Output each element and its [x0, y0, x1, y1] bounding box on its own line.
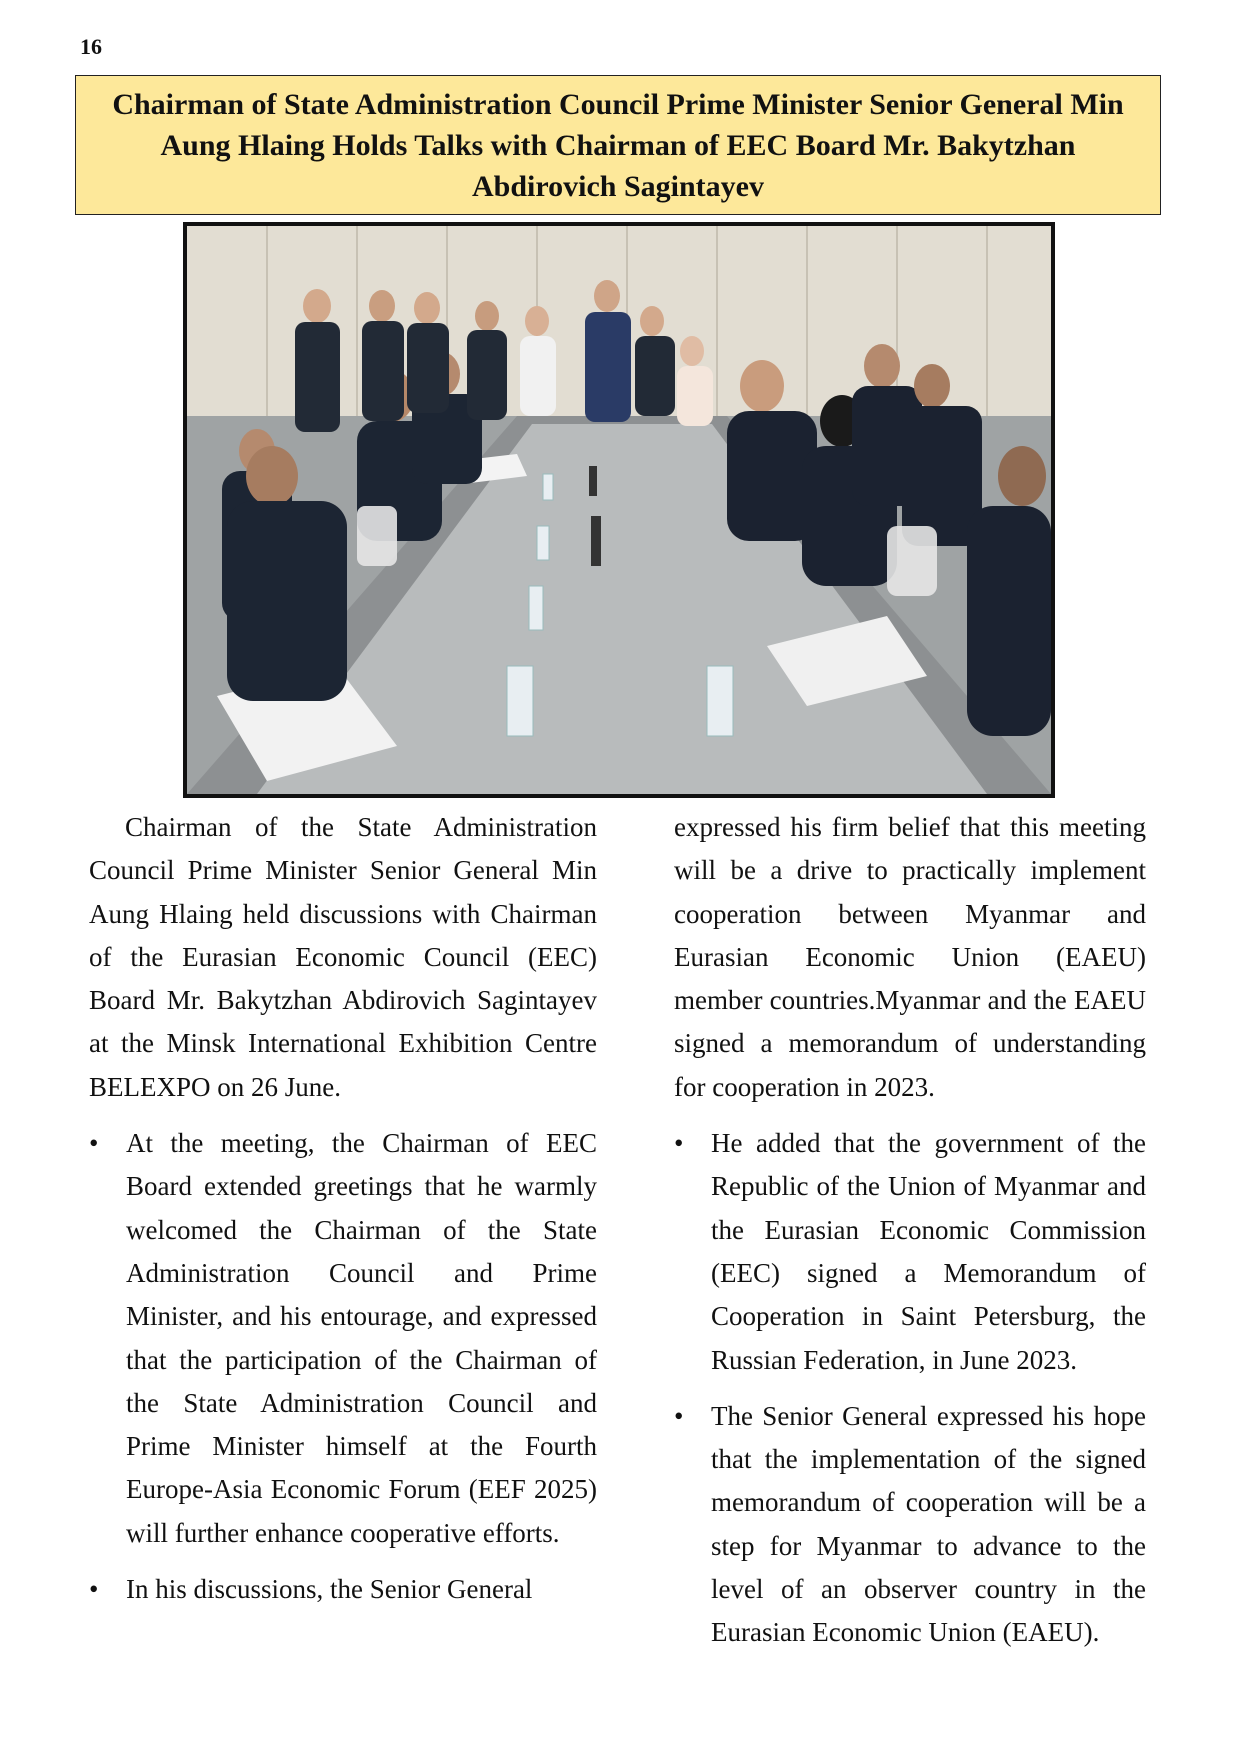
- right-bullet-list: [674, 1122, 1146, 1655]
- meeting-photo: [183, 222, 1055, 798]
- page-number: 16: [80, 34, 102, 59]
- intro-paragraph: Chairman of the State Administration Council Prime Minister Senior General Min Aung Hlaing held discussions with Chairman of the Eurasian Economic Council (EEC) Board Mr. Bakytzhan Abdirovich Sagintayev at the Minsk International Exhibition Centre BELEXPO on 26 June.: [89, 812, 597, 1102]
- bullet-item: • At the meeting, the Chairman of EEC Board extended greetings that he warmly welcomed the Chairman of the State Administration Council and Prime Minister, and his entourage, and expressed that the participation of the Chairman of the State Administration Council and Prime Minister himself at the Fourth Europe-Asia Economic Forum (EEF 2025) will further enhance cooperative efforts.: [89, 1122, 597, 1555]
- bullet-item: • The Senior General expressed his hope that the implementation of the signed memorandum of cooperation will be a step for Myanmar to advance to the level of an observer country in the Eurasian Economic Union (EAEU).: [674, 1395, 1146, 1655]
- left-column: [89, 806, 597, 1611]
- bullet-item: • He added that the government of the Republic of the Union of Myanmar and the Eurasian Economic Commission (EEC) signed a Memorandum of Cooperation in Saint Petersburg, the Russian Federation, in June 2023.: [674, 1122, 1146, 1382]
- bullet-item: • In his discussions, the Senior General: [89, 1568, 597, 1611]
- right-column: [674, 806, 1146, 1655]
- meeting-photo-illustration: [187, 226, 1051, 794]
- continuation-paragraph: expressed his firm belief that this meeting will be a drive to practically implement cooperation between Myanmar and Eurasian Economic Union (EAEU) member countries.Myanmar and the EAEU signed a memorandum of understanding for cooperation in 2023.: [674, 812, 1146, 1102]
- title-box: [75, 75, 1161, 215]
- article-title: Chairman of State Administration Council Prime Minister Senior General Min Aung Hlaing Holds Talks with Chairman of EEC Board Mr. Bakytzhan Abdirovich Sagintayev: [112, 87, 1124, 203]
- left-bullet-list: [89, 1122, 597, 1611]
